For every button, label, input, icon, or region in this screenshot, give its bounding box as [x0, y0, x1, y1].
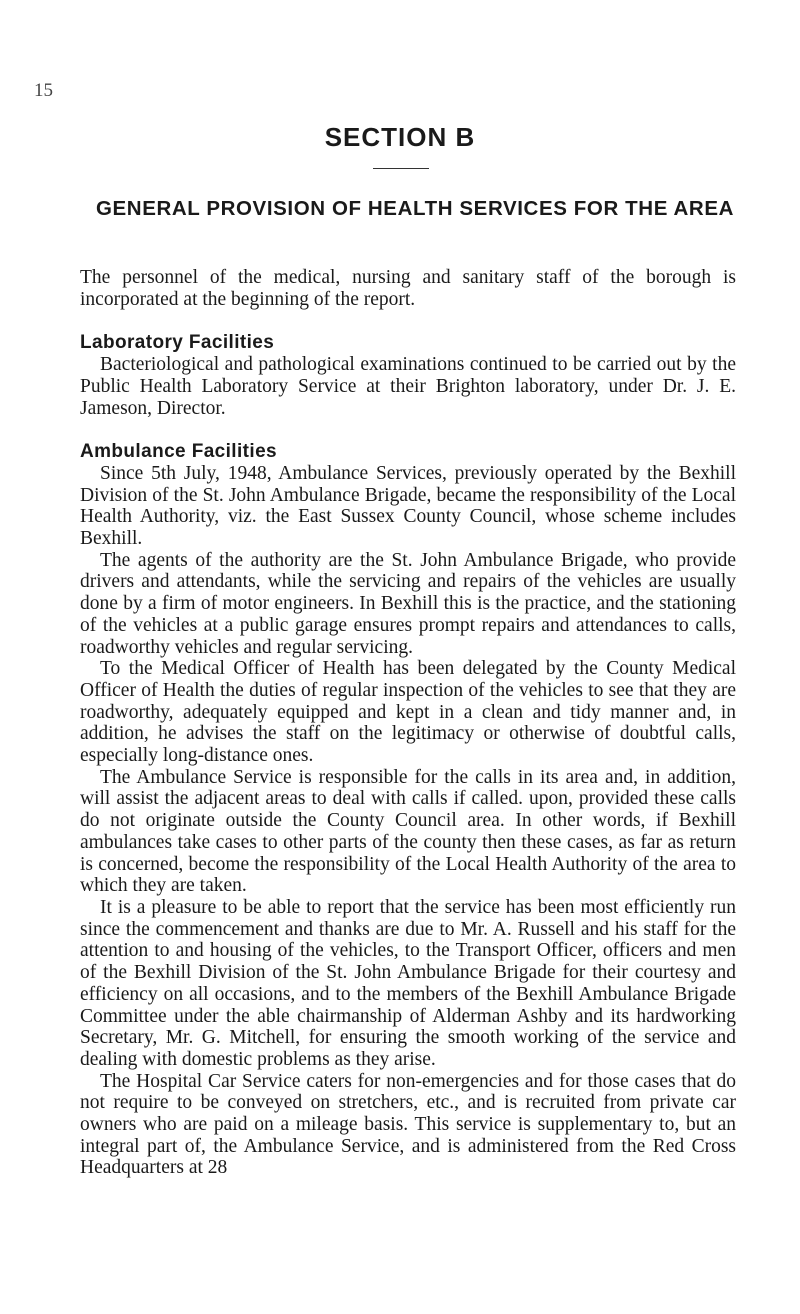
page-number: 15 — [34, 80, 53, 101]
intro-paragraph: The personnel of the medical, nursing and sanitary staff of the borough is incorporated at the beginning of the report. — [80, 267, 736, 310]
spacer — [80, 310, 736, 332]
document-body — [80, 267, 736, 1179]
ambulance-paragraph: The Hospital Car Service caters for non-emergencies and for those cases that do not require to be conveyed on stretchers, etc., and is recruited from private car owners who are paid on a mileage basis. This service is supplementary to, but an integral part of, the Ambulance Service, and is administered from the Red Cross Headquarters at 28 — [80, 1070, 736, 1179]
title-divider — [373, 168, 429, 169]
section-title: SECTION B — [324, 122, 476, 152]
section-heading: GENERAL PROVISION OF HEALTH SERVICES FOR THE AREA — [95, 197, 734, 220]
laboratory-subheading: Laboratory Facilities — [80, 332, 275, 354]
ambulance-paragraph: It is a pleasure to be able to report that the service has been most efficiently run since the commencement and thanks are due to Mr. A. Russell and his staff for the attention to and housing of the vehicles, to the Transport Officer, officers and men of the Bexhill Division of the St. John Ambulance Brigade for their courtesy and efficiency on all occasions, and to the members of the Bexhill Ambulance Brigade Committee under the able chairmanship of Alderman Ashby and its hardworking Secretary, Mr. G. Mitchell, for ensuring the smooth working of the service and dealing with domestic problems as they arise. — [80, 896, 736, 1070]
laboratory-paragraph: Bacteriological and pathological examinations continued to be carried out by the Public Health Laboratory Service at their Brighton laboratory, under Dr. J. E. Jameson, Director. — [80, 354, 736, 419]
ambulance-paragraph: Since 5th July, 1948, Ambulance Services, previously operated by the Bexhill Division of the St. John Ambulance Brigade, became the responsibility of the Local Health Authority, viz. the East Sussex County Council, whose scheme includes Bexhill. — [80, 462, 736, 550]
ambulance-subheading: Ambulance Facilities — [80, 441, 278, 463]
spacer — [80, 419, 736, 441]
ambulance-paragraph: The agents of the authority are the St. John Ambulance Brigade, who provide drivers and attendants, while the servicing and repairs of the vehicles are usually done by a firm of motor engineers. In Bexhill this is the practice, and the stationing of the vehicles at a public garage ensures prompt repairs and attendances to calls, roadworthy vehicles and regular servicing. — [80, 549, 736, 658]
ambulance-paragraph: To the Medical Officer of Health has been delegated by the County Medical Officer of Health the duties of regular inspection of the vehicles to see that they are roadworthy, adequately equipped and kept in a clean and tidy manner and, in addition, he advises the staff on the legitimacy or otherwise of doubtful calls, especially long-distance ones. — [80, 658, 736, 767]
ambulance-paragraph: The Ambulance Service is responsible for the calls in its area and, in addition, will assist the adjacent areas to deal with calls if called. upon, provided these calls do not originate outside the County Council area. In other words, if Bexhill ambulances take cases to other parts of the county then these cases, as far as return is concerned, become the responsibility of the Local Health Authority of the area to which they are taken. — [80, 766, 736, 897]
